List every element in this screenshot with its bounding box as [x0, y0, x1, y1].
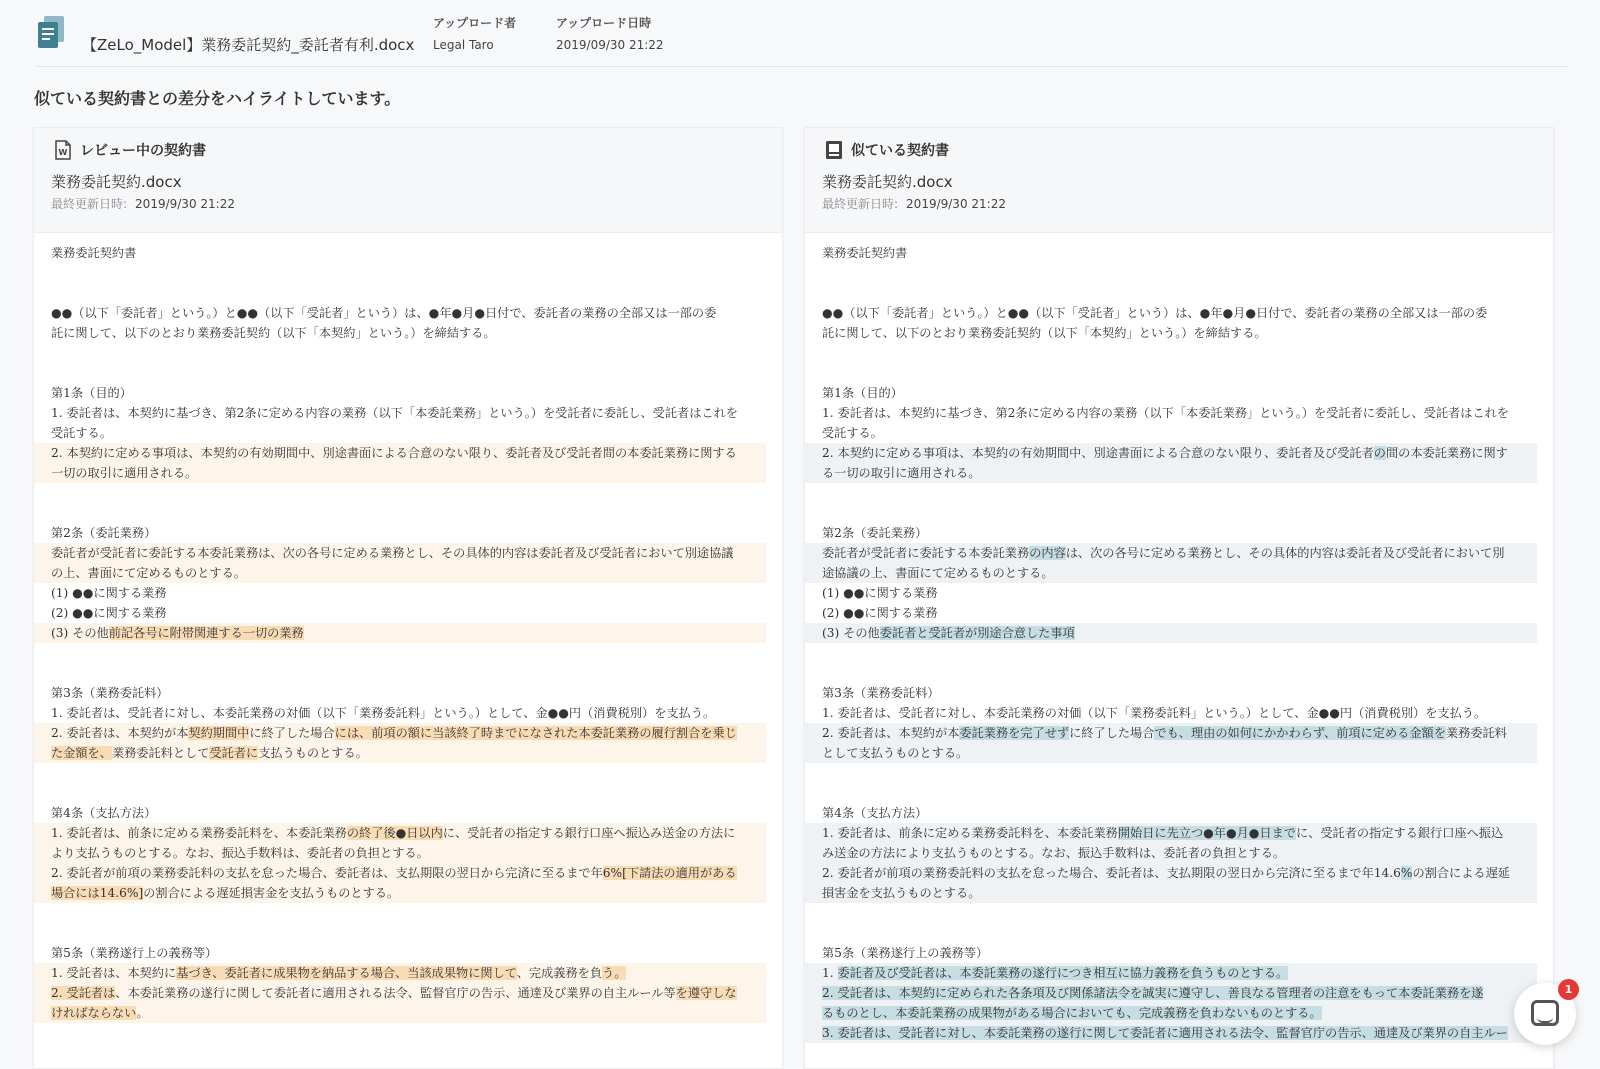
diff-line	[805, 1003, 1537, 1023]
text-segment: 2. 本契約に定める事項は、本契約の有効期間中、別途書面による合意のない限り、委託者及び受託者	[822, 446, 1374, 460]
review-contract-body[interactable]	[34, 233, 782, 1023]
diff-highlight: 委託者と受託者が別途合意した事項	[879, 626, 1075, 640]
blank-line	[34, 923, 766, 943]
uploader-value: Legal Taro	[433, 38, 494, 52]
diff-line	[34, 723, 766, 743]
diff-line	[805, 463, 1537, 483]
diff-line	[34, 623, 766, 643]
review-contract-date-label: 最終更新日時:	[51, 197, 128, 211]
diff-highlight: 定められた各条項及び関係諸法令を誠実に遵守し、善良なる管理者の注意をもって本委託業務を遂	[947, 986, 1484, 1000]
text-segment: は、次の各号に定める業務とし、その具体的内容は委託者及び受託者において別	[1065, 546, 1505, 560]
contract-line	[34, 303, 766, 323]
svg-text:W: W	[58, 148, 68, 157]
text-segment: 。	[136, 1006, 149, 1020]
diff-highlight: の	[1373, 446, 1386, 460]
text-segment: (3) その他	[51, 626, 109, 640]
blank-line	[34, 663, 766, 683]
text-segment: (2) ●●に関する業務	[51, 606, 167, 620]
contract-line	[34, 803, 766, 823]
contract-line	[805, 243, 1537, 263]
uploader-info	[433, 14, 516, 52]
contract-line	[34, 323, 766, 343]
diff-line	[805, 1023, 1537, 1043]
review-contract-title	[54, 140, 206, 160]
text-segment: より支払うものとする。なお、振込手数料は、委託者の負担とする。	[51, 846, 429, 860]
blank-line	[34, 763, 766, 783]
review-contract-date	[51, 195, 235, 212]
text-segment: 受託する。	[822, 426, 883, 440]
text-segment: 2. 委託者は、本契約が本	[51, 726, 189, 740]
diff-line	[34, 843, 766, 863]
diff-highlight: 2. 受託者は	[51, 986, 116, 1000]
text-segment: 、完成義務を負	[516, 966, 603, 980]
book-document-icon	[825, 140, 843, 160]
diff-highlight: の終了後●日以内	[346, 826, 443, 840]
text-segment: 1. 委託者は、本契約に基づき、第2条に定める内容の業務（以下「本委託業務」という。）を受託者に委託し、受託者はこれを	[51, 406, 738, 420]
diff-line	[805, 983, 1537, 1003]
contract-line	[34, 243, 766, 263]
text-segment: 1. 委託者は、受託者に対し、本委託業務の対価（以下「業務委託料」という。）として、金●●円（消費税別）を支払う。	[822, 706, 1487, 720]
diff-line	[805, 843, 1537, 863]
blank-line	[805, 923, 1537, 943]
diff-highlight: には、前項の額に当該終了時までになされた本委託業務の履行割合を乗じ	[334, 726, 737, 740]
text-segment: 託に関して、以下のとおり業務委託契約（以下「本契約」という。）を締結する。	[822, 326, 1267, 340]
diff-highlight: う。	[602, 966, 627, 980]
blank-line	[805, 663, 1537, 683]
diff-line	[805, 743, 1537, 763]
blank-line	[805, 783, 1537, 803]
text-segment: 1. 受託者は、本契約に	[51, 966, 177, 980]
contract-line	[805, 423, 1537, 443]
diff-highlight: 開始日に先立つ●年●月●日まで	[1117, 826, 1296, 840]
blank-line	[805, 483, 1537, 503]
chat-notification-badge: 1	[1558, 979, 1579, 1000]
diff-line	[34, 443, 766, 463]
review-contract-date-value: 2019/9/30 21:22	[135, 197, 235, 211]
diff-line	[34, 743, 766, 763]
text-segment: の割合による遅延	[1412, 866, 1510, 880]
blank-line	[34, 483, 766, 503]
contract-line	[805, 323, 1537, 343]
text-segment: (1) ●●に関する業務	[822, 586, 938, 600]
blank-line	[805, 903, 1537, 923]
text-segment: 第2条（委託業務）	[51, 526, 157, 540]
diff-line	[34, 963, 766, 983]
contract-line	[805, 303, 1537, 323]
text-segment: の割合による遅延損害金を支払うものとする。	[143, 886, 400, 900]
blank-line	[34, 503, 766, 523]
review-contract-title-text: レビュー中の契約書	[80, 143, 206, 159]
text-segment: 委託者が受託者に委託する本委託業務は、次の各号に定める業務とし、その具体的内容は委託者及び受託者において別途協議	[51, 546, 734, 560]
contract-line	[805, 583, 1537, 603]
diff-highlight: の内容	[1029, 546, 1066, 560]
contract-line	[805, 383, 1537, 403]
diff-line	[34, 463, 766, 483]
text-segment: 第2条（委託業務）	[822, 526, 928, 540]
diff-highlight: 委託者及び受託者は、本委託業務の遂行につき相互に協力義務を負うものとする。	[837, 966, 1289, 980]
word-document-icon	[54, 140, 72, 160]
contract-line	[805, 703, 1537, 723]
blank-line	[34, 343, 766, 363]
diff-line	[805, 863, 1537, 883]
diff-line	[34, 1003, 766, 1023]
document-header	[36, 12, 1568, 67]
diff-highlight: 3. 委託者は、受託者に対し、本委託業務の遂行に関して委託者に適用される法令、監督官庁の告示、通達及び業界の自主ルー	[822, 1026, 1508, 1040]
upload-date-value: 2019/09/30 21:22	[556, 38, 664, 52]
text-segment: 2. 委託者が前項の業務委託料の支払を怠った場合、委託者は、支払期限の翌日から完済に至るまで年14.6	[822, 866, 1401, 880]
page-subtitle: 似ている契約書との差分をハイライトしています。	[34, 89, 401, 108]
text-segment: 業務委託料	[1445, 726, 1507, 740]
text-segment: 2. 委託者が前項の業務委託料の支払を怠った場合、委託者は、支払期限の翌日から完済に至るまで年	[51, 866, 603, 880]
contract-line	[805, 683, 1537, 703]
text-segment: 損害金を支払うものとする。	[822, 886, 981, 900]
blank-line	[34, 363, 766, 383]
contract-line	[805, 943, 1537, 963]
contract-line	[34, 403, 766, 423]
diff-line	[805, 823, 1537, 843]
text-segment: 第4条（支払方法）	[51, 806, 157, 820]
review-contract-panel	[33, 127, 783, 1069]
diff-line	[34, 563, 766, 583]
similar-contract-title-text: 似ている契約書	[851, 143, 949, 159]
text-segment: (1) ●●に関する業務	[51, 586, 167, 600]
similar-contract-date-label: 最終更新日時:	[822, 197, 899, 211]
diff-highlight: 場合には14.6%]	[51, 886, 144, 900]
text-segment: 第3条（業務委託料）	[51, 686, 169, 700]
blank-line	[34, 263, 766, 283]
contract-line	[34, 683, 766, 703]
diff-line	[34, 983, 766, 1003]
text-segment: 第5条（業務遂行上の義務等）	[822, 946, 989, 960]
contract-line	[34, 703, 766, 723]
text-segment: (3) その他	[822, 626, 880, 640]
diff-line	[34, 543, 766, 563]
text-segment: (2) ●●に関する業務	[822, 606, 938, 620]
diff-line	[805, 543, 1537, 563]
text-segment: 間の本委託業務に関す	[1385, 446, 1508, 460]
review-contract-header	[34, 128, 782, 233]
chat-icon	[1531, 1000, 1559, 1026]
contract-line	[805, 603, 1537, 623]
text-segment: 2. 委託者は、本契約が本	[822, 726, 960, 740]
contract-line	[805, 403, 1537, 423]
text-segment: み送金の方法により支払うものとする。なお、振込手数料は、委託者の負担とする。	[822, 846, 1286, 860]
diff-highlight: 6%[下請法の適用がある	[602, 866, 737, 880]
text-segment: 、本委託業務の遂行に関して委託者に適用される法令、監督官庁の告示、通達及び業界の自主ルール等	[115, 986, 676, 1000]
diff-line	[805, 883, 1537, 903]
blank-line	[34, 783, 766, 803]
text-segment: 託に関して、以下のとおり業務委託契約（以下「本契約」という。）を締結する。	[51, 326, 496, 340]
diff-highlight: でも、理由の如何にかかわらず、前項に定める金額を	[1154, 726, 1446, 740]
diff-highlight: 受託者に	[209, 746, 259, 760]
diff-line	[805, 963, 1537, 983]
text-segment: る一切の取引に適用される。	[822, 466, 981, 480]
diff-highlight: 委託業務を完了せず	[959, 726, 1070, 740]
text-segment: 1.	[822, 966, 838, 980]
text-segment: 1. 委託者は、受託者に対し、本委託業務の対価（以下「業務委託料」という。）として、金●●円（消費税別）を支払う。	[51, 706, 716, 720]
contract-line	[34, 943, 766, 963]
similar-contract-date-value: 2019/9/30 21:22	[906, 197, 1006, 211]
blank-line	[805, 503, 1537, 523]
similar-contract-body[interactable]	[805, 233, 1553, 1043]
text-segment: 途協議の上、書面にて定めるものとする。	[822, 566, 1054, 580]
upload-date-info	[556, 14, 664, 52]
diff-highlight: 前記各号に附帯関連する一切の業務	[108, 626, 304, 640]
blank-line	[805, 343, 1537, 363]
text-segment: 第1条（目的）	[822, 386, 903, 400]
diff-line	[805, 443, 1537, 463]
text-segment: 第4条（支払方法）	[822, 806, 928, 820]
upload-date-label: アップロード日時	[556, 16, 652, 30]
text-segment: 業務委託契約書	[822, 246, 908, 260]
text-segment: に、受託者の指定する銀行口座へ振込	[1295, 826, 1504, 840]
diff-line	[34, 883, 766, 903]
blank-line	[34, 903, 766, 923]
text-segment: の上、書面にて定めるものとする。	[51, 566, 246, 580]
blank-line	[805, 283, 1537, 303]
diff-line	[805, 563, 1537, 583]
similar-contract-file: 業務委託契約.docx	[822, 173, 953, 191]
text-segment: 一切の取引に適用される。	[51, 466, 198, 480]
text-segment: に終了した場合	[1069, 726, 1155, 740]
text-segment: 受託する。	[51, 426, 112, 440]
contract-line	[805, 523, 1537, 543]
diff-highlight: るものとし、本委託業務の成果物がある場合においても、完成義務を負わないものとする。	[822, 1006, 1322, 1020]
diff-line	[805, 623, 1537, 643]
blank-line	[805, 643, 1537, 663]
text-segment: 第1条（目的）	[51, 386, 132, 400]
blank-line	[34, 283, 766, 303]
similar-contract-panel	[804, 127, 1554, 1069]
uploader-label: アップロード者	[433, 16, 517, 30]
text-segment: 業務委託料として	[111, 746, 210, 760]
similar-contract-date	[822, 195, 1006, 212]
document-icon	[38, 16, 66, 50]
text-segment: ●●（以下「委託者」という。）と●●（以下「受託者」という）は、●年●月●日付で、委託者の業務の全部又は一部の委	[51, 306, 717, 320]
text-segment: 1. 委託者は、前条に定める業務委託料を、本委託業務	[51, 826, 347, 840]
text-segment: 第3条（業務委託料）	[822, 686, 940, 700]
text-segment: 2. 本契約に定める事項は、本契約の有効期間中、別途書面による合意のない限り、委託者及び受託者間の本委託業務に関する	[51, 446, 737, 460]
contract-line	[34, 603, 766, 623]
similar-contract-title	[825, 140, 949, 160]
text-segment: 1. 委託者は、前条に定める業務委託料を、本委託業務	[822, 826, 1118, 840]
contract-line	[805, 803, 1537, 823]
diff-highlight: %	[1400, 866, 1413, 880]
contract-line	[34, 383, 766, 403]
blank-line	[805, 263, 1537, 283]
text-segment: 第5条（業務遂行上の義務等）	[51, 946, 218, 960]
text-segment: 委託者が受託者に委託する本委託業務	[822, 546, 1030, 560]
diff-highlight: 契約期間中	[188, 726, 250, 740]
blank-line	[805, 763, 1537, 783]
text-segment: に、受託者の指定する銀行口座へ振込み送金の方法に	[442, 826, 736, 840]
blank-line	[34, 643, 766, 663]
diff-highlight: を遵守しな	[675, 986, 737, 1000]
text-segment: 支払うものとする。	[258, 746, 368, 760]
text-segment: として支払うものとする。	[822, 746, 969, 760]
review-contract-file: 業務委託契約.docx	[51, 173, 182, 191]
diff-highlight: 2. 受託者は、本契約に	[822, 986, 948, 1000]
diff-highlight: 基づき、委託者に成果物を納品する場合、当該成果物に関して	[176, 966, 517, 980]
diff-line	[805, 723, 1537, 743]
diff-highlight: ければならない	[51, 1006, 137, 1020]
contract-line	[34, 523, 766, 543]
text-segment: 1. 委託者は、本契約に基づき、第2条に定める内容の業務（以下「本委託業務」という。）を受託者に委託し、受託者はこれを	[822, 406, 1509, 420]
document-file-name: 【ZeLo_Model】業務委託契約_委託者有利.docx	[82, 36, 415, 54]
similar-contract-header	[805, 128, 1553, 233]
blank-line	[805, 363, 1537, 383]
text-segment: ●●（以下「委託者」という。）と●●（以下「受託者」という）は、●年●月●日付で、委託者の業務の全部又は一部の委	[822, 306, 1488, 320]
contract-line	[34, 423, 766, 443]
text-segment: に終了した場合	[249, 726, 335, 740]
diff-line	[34, 863, 766, 883]
diff-highlight: た金額を、	[51, 746, 112, 760]
contract-line	[34, 583, 766, 603]
text-segment: 業務委託契約書	[51, 246, 137, 260]
diff-line	[34, 823, 766, 843]
